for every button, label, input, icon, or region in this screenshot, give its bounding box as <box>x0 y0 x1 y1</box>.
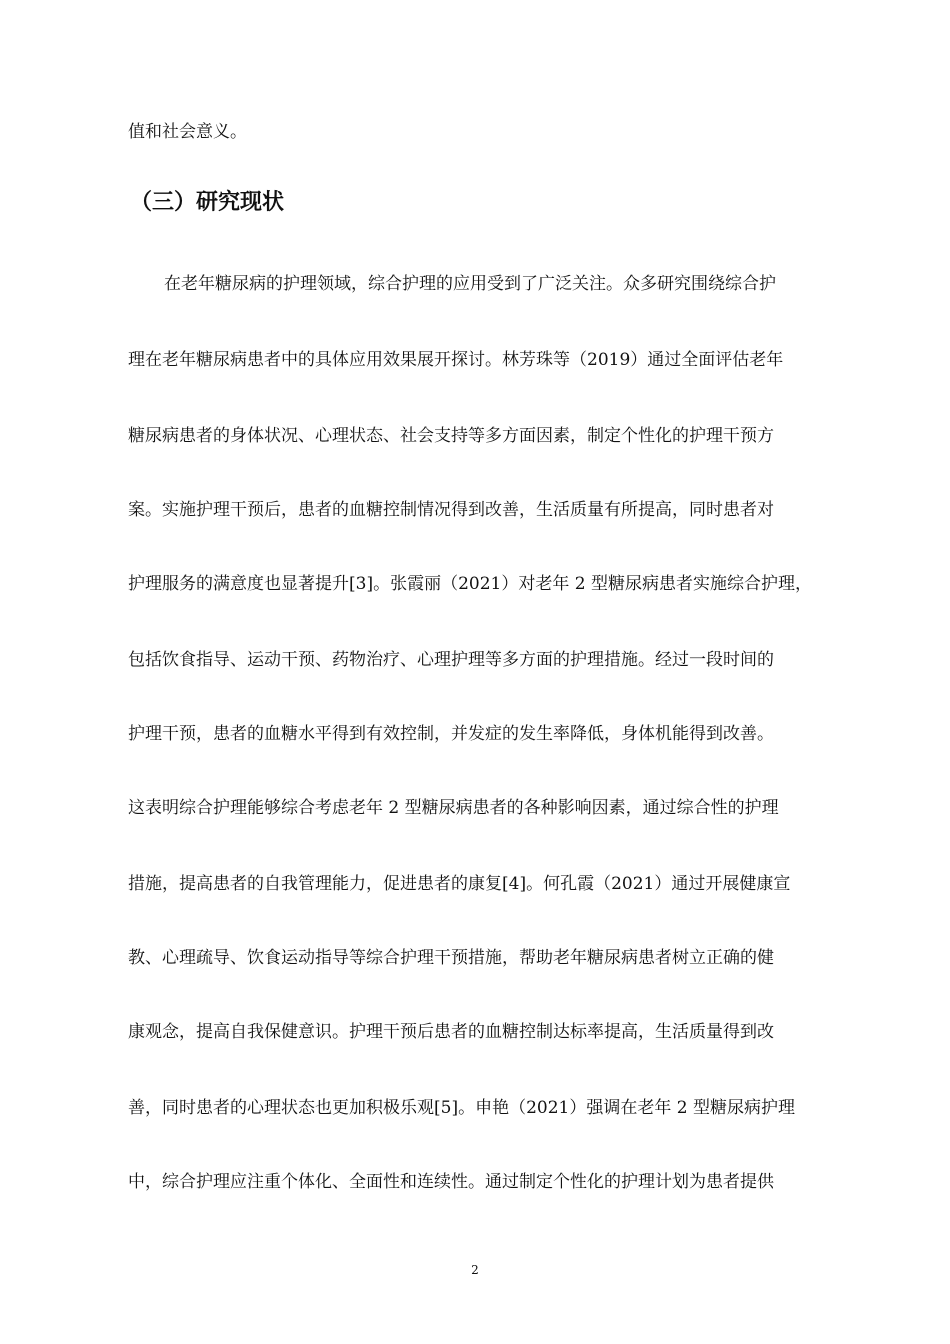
paragraph-line-5: 护理服务的满意度也显著提升[3]。张霞丽（2021）对老年 2 型糖尿病患者实施综合护理， <box>128 574 812 594</box>
page-number: 2 <box>471 1263 479 1277</box>
paragraph-line-9: 措施，提高患者的自我管理能力，促进患者的康复[4]。何孔霞（2021）通过开展健康宣 <box>128 874 791 894</box>
paragraph-line-6: 包括饮食指导、运动干预、药物治疗、心理护理等多方面的护理措施。经过一段时间的 <box>128 650 774 670</box>
paragraph-line-11: 康观念，提高自我保健意识。护理干预后患者的血糖控制达标率提高，生活质量得到改 <box>128 1022 774 1042</box>
paragraph-line-7: 护理干预，患者的血糖水平得到有效控制，并发症的发生率降低，身体机能得到改善。 <box>128 724 774 744</box>
paragraph-line-3: 糖尿病患者的身体状况、心理状态、社会支持等多方面因素，制定个性化的护理干预方 <box>128 426 774 446</box>
paragraph-line-2: 理在老年糖尿病患者中的具体应用效果展开探讨。林芳珠等（2019）通过全面评估老年 <box>128 350 784 370</box>
paragraph-line-4: 案。实施护理干预后，患者的血糖控制情况得到改善，生活质量有所提高，同时患者对 <box>128 500 774 520</box>
paragraph-line-10: 教、心理疏导、饮食运动指导等综合护理干预措施，帮助老年糖尿病患者树立正确的健 <box>128 948 774 968</box>
paragraph-line-13: 中，综合护理应注重个体化、全面性和连续性。通过制定个性化的护理计划为患者提供 <box>128 1172 774 1192</box>
continuation-line: 值和社会意义。 <box>128 122 247 142</box>
paragraph-line-8: 这表明综合护理能够综合考虑老年 2 型糖尿病患者的各种影响因素，通过综合性的护理 <box>128 798 779 818</box>
paragraph-line-1: 在老年糖尿病的护理领域，综合护理的应用受到了广泛关注。众多研究围绕综合护 <box>164 274 776 294</box>
section-heading: （三）研究现状 <box>130 190 285 215</box>
paragraph-line-12: 善，同时患者的心理状态也更加积极乐观[5]。申艳（2021）强调在老年 2 型糖尿病护理 <box>128 1098 795 1118</box>
